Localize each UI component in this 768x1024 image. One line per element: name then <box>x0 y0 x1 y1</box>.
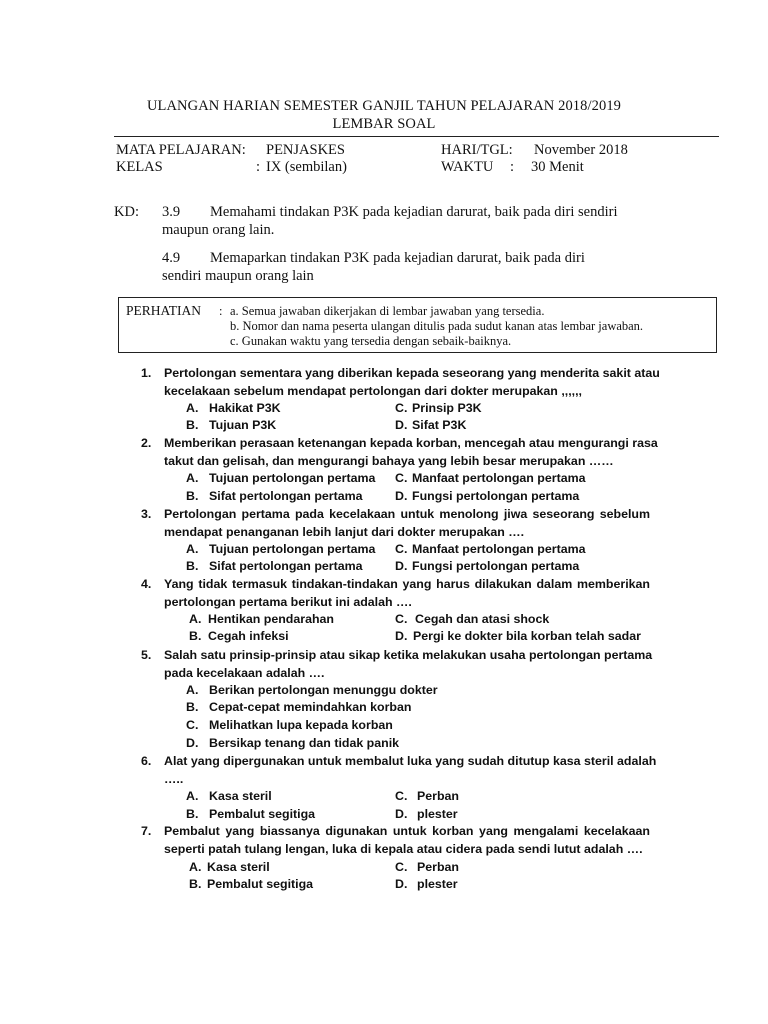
option-letter: C. <box>395 401 408 415</box>
question-text: seperti patah tulang lengan, luka di kepala atau cidera pada sendi lutut adalah …. <box>164 842 643 856</box>
exam-title: ULANGAN HARIAN SEMESTER GANJIL TAHUN PELAJARAN 2018/2019 <box>146 98 622 114</box>
option-text: Pembalut segitiga <box>209 807 316 821</box>
question-text: Memberikan perasaan ketenangan kepada korban, mencegah atau mengurangi rasa <box>164 436 658 450</box>
option-letter: D. <box>186 736 199 750</box>
mapel-label: MATA PELAJARAN: <box>116 142 246 158</box>
option-letter: D. <box>395 877 408 891</box>
option-text: Melihatkan lupa kepada korban <box>209 718 393 732</box>
notice-item-a: a. Semua jawaban dikerjakan di lembar jawaban yang tersedia. <box>230 304 545 318</box>
option-text: Kasa steril <box>207 860 270 874</box>
option-letter: A. <box>186 401 199 415</box>
option-text: Fungsi pertolongan pertama <box>412 489 580 503</box>
option-letter: C. <box>395 542 408 556</box>
option-text: Manfaat pertolongan pertama <box>412 542 586 556</box>
option-text: Pergi ke dokter bila korban telah sadar <box>413 629 641 643</box>
kd-item-text: maupun orang lain. <box>162 222 275 238</box>
class-label: KELAS <box>116 159 163 175</box>
option-letter: B. <box>186 559 199 573</box>
option-text: Sifat pertolongan pertama <box>209 559 363 573</box>
option-letter: D. <box>395 807 408 821</box>
notice-item-b: b. Nomor dan nama peserta ulangan ditulis pada sudut kanan atas lembar jawaban. <box>230 319 644 333</box>
question-number: 6. <box>141 754 152 768</box>
question-text: Pertolongan sementara yang diberikan kepada seseorang yang menderita sakit atau <box>164 366 660 380</box>
option-letter: D. <box>395 418 408 432</box>
option-text: Sifat P3K <box>412 418 467 432</box>
option-letter: C. <box>395 471 408 485</box>
option-text: Kasa steril <box>209 789 272 803</box>
option-letter: B. <box>186 418 199 432</box>
option-letter: A. <box>186 542 199 556</box>
option-letter: C. <box>395 789 408 803</box>
question-number: 3. <box>141 507 152 521</box>
kd-item-text: Memaparkan tindakan P3K pada kejadian darurat, baik pada diri <box>210 250 585 266</box>
time-label: WAKTU <box>441 159 494 175</box>
class-value: IX (sembilan) <box>266 159 347 175</box>
question-number: 5. <box>141 648 152 662</box>
option-text: Perban <box>417 860 460 874</box>
option-letter: B. <box>186 700 199 714</box>
kd-item-number: 4.9 <box>162 250 181 266</box>
question-text: Pembalut yang biassanya digunakan untuk korban yang mengalami kecelakaan <box>164 824 650 838</box>
question-text: Pertolongan pertama pada kecelakaan untuk menolong jiwa seseorang sebelum <box>164 507 650 521</box>
kd-item-number: 3.9 <box>162 204 181 220</box>
option-letter: C. <box>395 860 408 874</box>
option-text: Berikan pertolongan menunggu dokter <box>209 683 438 697</box>
option-letter: B. <box>189 629 202 643</box>
question-text: mendapat penanganan lebih lanjut dari dokter merupakan …. <box>164 525 525 539</box>
time-value: 30 Menit <box>531 159 584 175</box>
date-label: HARI/TGL: <box>441 142 513 158</box>
option-letter: B. <box>189 877 202 891</box>
option-text: Prinsip P3K <box>412 401 482 415</box>
option-text: Cepat-cepat memindahkan korban <box>209 700 412 714</box>
option-text: plester <box>417 877 458 891</box>
question-text: pertolongan pertama berikut ini adalah …. <box>164 595 412 609</box>
option-text: Hentikan pendarahan <box>208 612 334 626</box>
notice-label: PERHATIAN <box>126 303 202 318</box>
question-text: Salah satu prinsip-prinsip atau sikap ketika melakukan usaha pertolongan pertama <box>164 648 653 662</box>
option-letter: A. <box>186 789 199 803</box>
option-text: Pembalut segitiga <box>207 877 314 891</box>
question-text: ….. <box>164 772 184 786</box>
option-text: Tujuan P3K <box>209 418 277 432</box>
mapel-value: PENJASKES <box>266 142 345 158</box>
option-letter: A. <box>189 612 202 626</box>
question-text: pada kecelakaan adalah …. <box>164 666 325 680</box>
option-text: Tujuan pertolongan pertama <box>209 542 376 556</box>
sheet-subtitle: LEMBAR SOAL <box>332 116 436 132</box>
option-text: plester <box>417 807 458 821</box>
option-letter: B. <box>186 489 199 503</box>
question-number: 7. <box>141 824 152 838</box>
question-text: Yang tidak termasuk tindakan-tindakan yang harus dilakukan dalam memberikan <box>164 577 650 591</box>
notice-item-c: c. Gunakan waktu yang tersedia dengan sebaik-baiknya. <box>230 334 512 348</box>
option-text: Fungsi pertolongan pertama <box>412 559 580 573</box>
option-text: Manfaat pertolongan pertama <box>412 471 586 485</box>
option-letter: C. <box>395 612 408 626</box>
notice-colon: : <box>219 304 223 318</box>
option-letter: B. <box>186 807 199 821</box>
kd-item-text: Memahami tindakan P3K pada kejadian darurat, baik pada diri sendiri <box>210 204 618 220</box>
kd-item-text: sendiri maupun orang lain <box>162 268 314 284</box>
question-text: Alat yang dipergunakan untuk membalut luka yang sudah ditutup kasa steril adalah <box>164 754 657 768</box>
option-letter: A. <box>189 860 202 874</box>
question-text: kecelakaan sebelum mendapat pertolongan dari dokter merupakan ,,,,,, <box>164 384 582 398</box>
kd-label: KD: <box>114 204 139 220</box>
option-text: Bersikap tenang dan tidak panik <box>209 736 400 750</box>
option-text: Sifat pertolongan pertama <box>209 489 363 503</box>
time-colon: : <box>510 159 515 175</box>
option-letter: D. <box>395 489 408 503</box>
option-letter: A. <box>186 683 199 697</box>
option-letter: D. <box>395 629 408 643</box>
class-colon: : <box>256 159 261 175</box>
option-letter: D. <box>395 559 408 573</box>
option-letter: C. <box>186 718 199 732</box>
option-letter: A. <box>186 471 199 485</box>
option-text: Tujuan pertolongan pertama <box>209 471 376 485</box>
date-value: November 2018 <box>534 142 628 158</box>
question-text: takut dan gelisah, dan mengurangi bahaya yang lebih besar merupakan …… <box>164 454 614 468</box>
option-text: Perban <box>417 789 460 803</box>
option-text: Cegah infeksi <box>208 629 289 643</box>
question-number: 1. <box>141 366 152 380</box>
question-number: 4. <box>141 577 152 591</box>
header-rule <box>114 136 719 137</box>
question-number: 2. <box>141 436 152 450</box>
option-text: Cegah dan atasi shock <box>415 612 550 626</box>
option-text: Hakikat P3K <box>209 401 281 415</box>
